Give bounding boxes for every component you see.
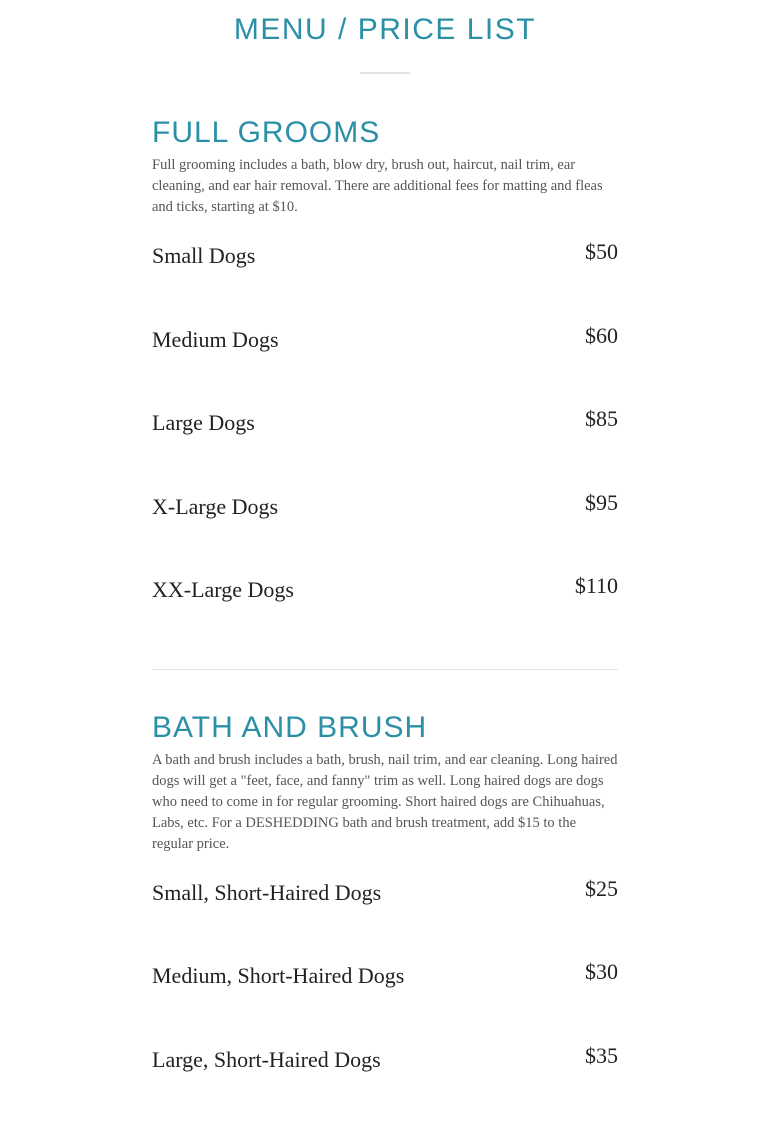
price-item <box>152 577 618 661</box>
item-name: Large Dogs <box>152 410 255 436</box>
item-price: $85 <box>585 406 618 432</box>
title-divider <box>360 72 410 74</box>
section-description: Full grooming includes a bath, blow dry, brush out, haircut, nail trim, ear cleaning, and ear hair removal. There are additional fees for matting and fleas and ticks, starting at $10. <box>152 155 618 218</box>
item-price: $60 <box>585 323 618 349</box>
price-list <box>152 115 618 1130</box>
item-name: XX-Large Dogs <box>152 577 294 603</box>
section-description: A bath and brush includes a bath, brush, nail trim, and ear cleaning. Long haired dogs will get a "feet, face, and fanny" trim as well. Long haired dogs are dogs who need to come in for regular grooming. Short haired dogs are Chihuahuas, Labs, etc. For a DESHEDDING bath and brush treatment, add $15 to the regular price. <box>152 750 618 855</box>
item-name: X-Large Dogs <box>152 494 278 520</box>
price-item <box>152 243 618 327</box>
item-name: Small Dogs <box>152 243 255 269</box>
section-bath-and-brush <box>152 710 618 1130</box>
item-price: $30 <box>585 959 618 985</box>
item-price: $110 <box>575 573 618 599</box>
section-title: FULL GROOMS <box>152 115 618 151</box>
price-item <box>152 963 618 1047</box>
item-name: Large, Short-Haired Dogs <box>152 1047 381 1073</box>
price-item <box>152 1047 618 1130</box>
section-divider <box>152 669 618 670</box>
item-name: Small, Short-Haired Dogs <box>152 880 381 906</box>
price-item <box>152 410 618 494</box>
section-full-grooms <box>152 115 618 661</box>
item-name: Medium, Short-Haired Dogs <box>152 963 404 989</box>
item-price: $25 <box>585 876 618 902</box>
page-title: MENU / PRICE LIST <box>0 10 770 50</box>
price-item <box>152 494 618 578</box>
price-item <box>152 880 618 964</box>
price-item <box>152 327 618 411</box>
item-price: $35 <box>585 1043 618 1069</box>
item-price: $95 <box>585 490 618 516</box>
item-price: $50 <box>585 239 618 265</box>
item-name: Medium Dogs <box>152 327 279 353</box>
section-title: BATH AND BRUSH <box>152 710 618 746</box>
